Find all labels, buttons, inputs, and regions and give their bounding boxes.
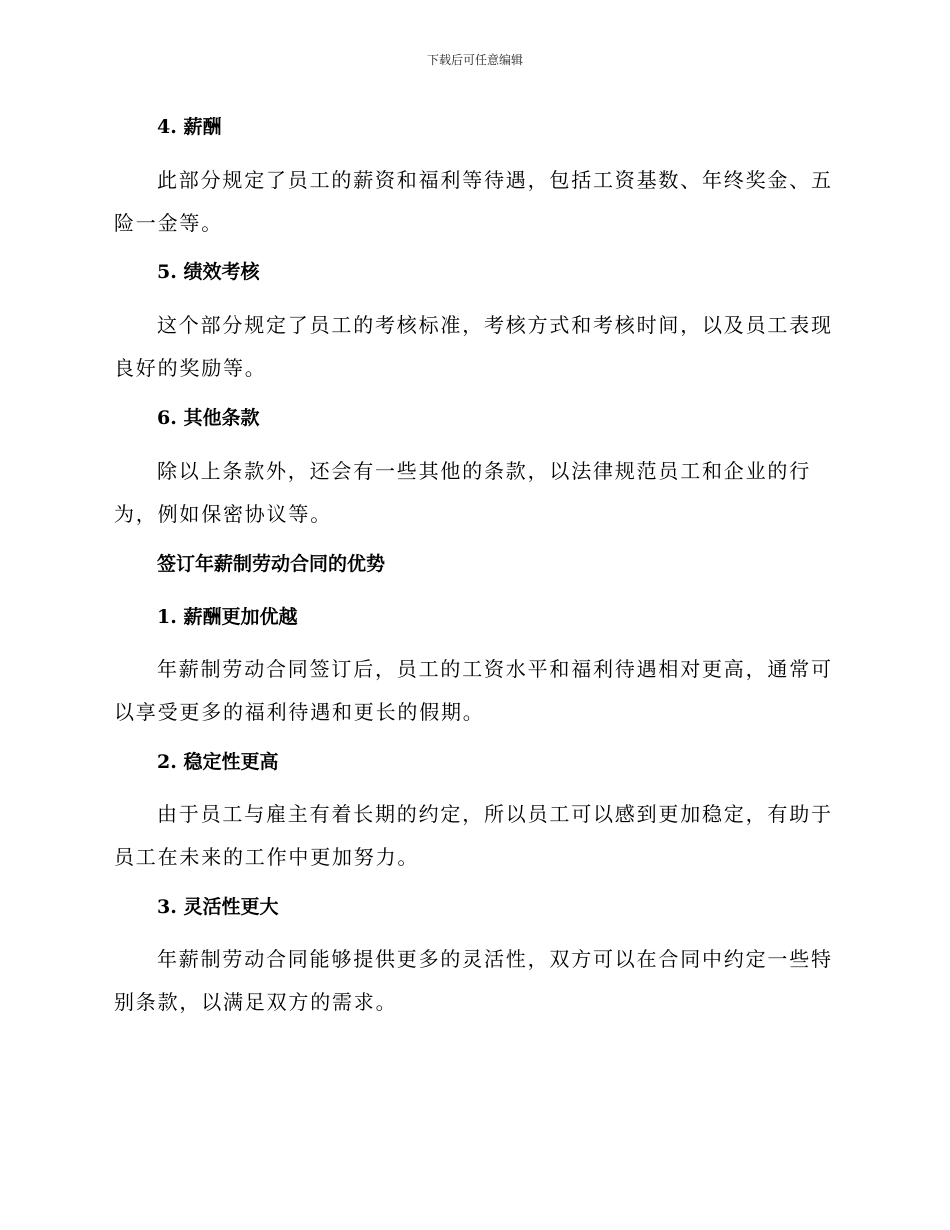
- section-heading-stability: 2. 稳定性更高: [157, 751, 279, 773]
- section-paragraph-better-pay: 年薪制劳动合同签订后，员工的工资水平和福利待遇相对更高，通常可以享受更多的福利待遇和更长的假期。: [114, 657, 833, 724]
- section-paragraph-salary: 此部分规定了员工的薪资和福利等待遇，包括工资基数、年终奖金、五险一金等。: [114, 168, 833, 235]
- section-heading-performance: 5. 绩效考核: [157, 261, 260, 283]
- section-paragraph-flexibility: 年薪制劳动合同能够提供更多的灵活性，双方可以在合同中约定一些特别条款，以满足双方的需求。: [114, 947, 833, 1014]
- section-paragraph-stability: 由于员工与雇主有着长期的约定，所以员工可以感到更加稳定，有助于员工在未来的工作中更加努力。: [114, 802, 833, 869]
- section-heading-salary: 4. 薪酬: [157, 116, 222, 138]
- section-paragraph-performance: 这个部分规定了员工的考核标准，考核方式和考核时间，以及员工表现良好的奖励等。: [114, 313, 833, 380]
- section-heading-better-pay: 1. 薪酬更加优越: [157, 606, 298, 628]
- section-paragraph-other-terms: 除以上条款外，还会有一些其他的条款，以法律规范员工和企业的行为，例如保密协议等。: [114, 459, 811, 526]
- section-heading-advantages: 签订年薪制劳动合同的优势: [157, 553, 386, 575]
- section-heading-flexibility: 3. 灵活性更大: [157, 896, 279, 918]
- section-heading-other-terms: 6. 其他条款: [157, 407, 260, 429]
- page-header: 下载后可任意编辑: [426, 53, 523, 67]
